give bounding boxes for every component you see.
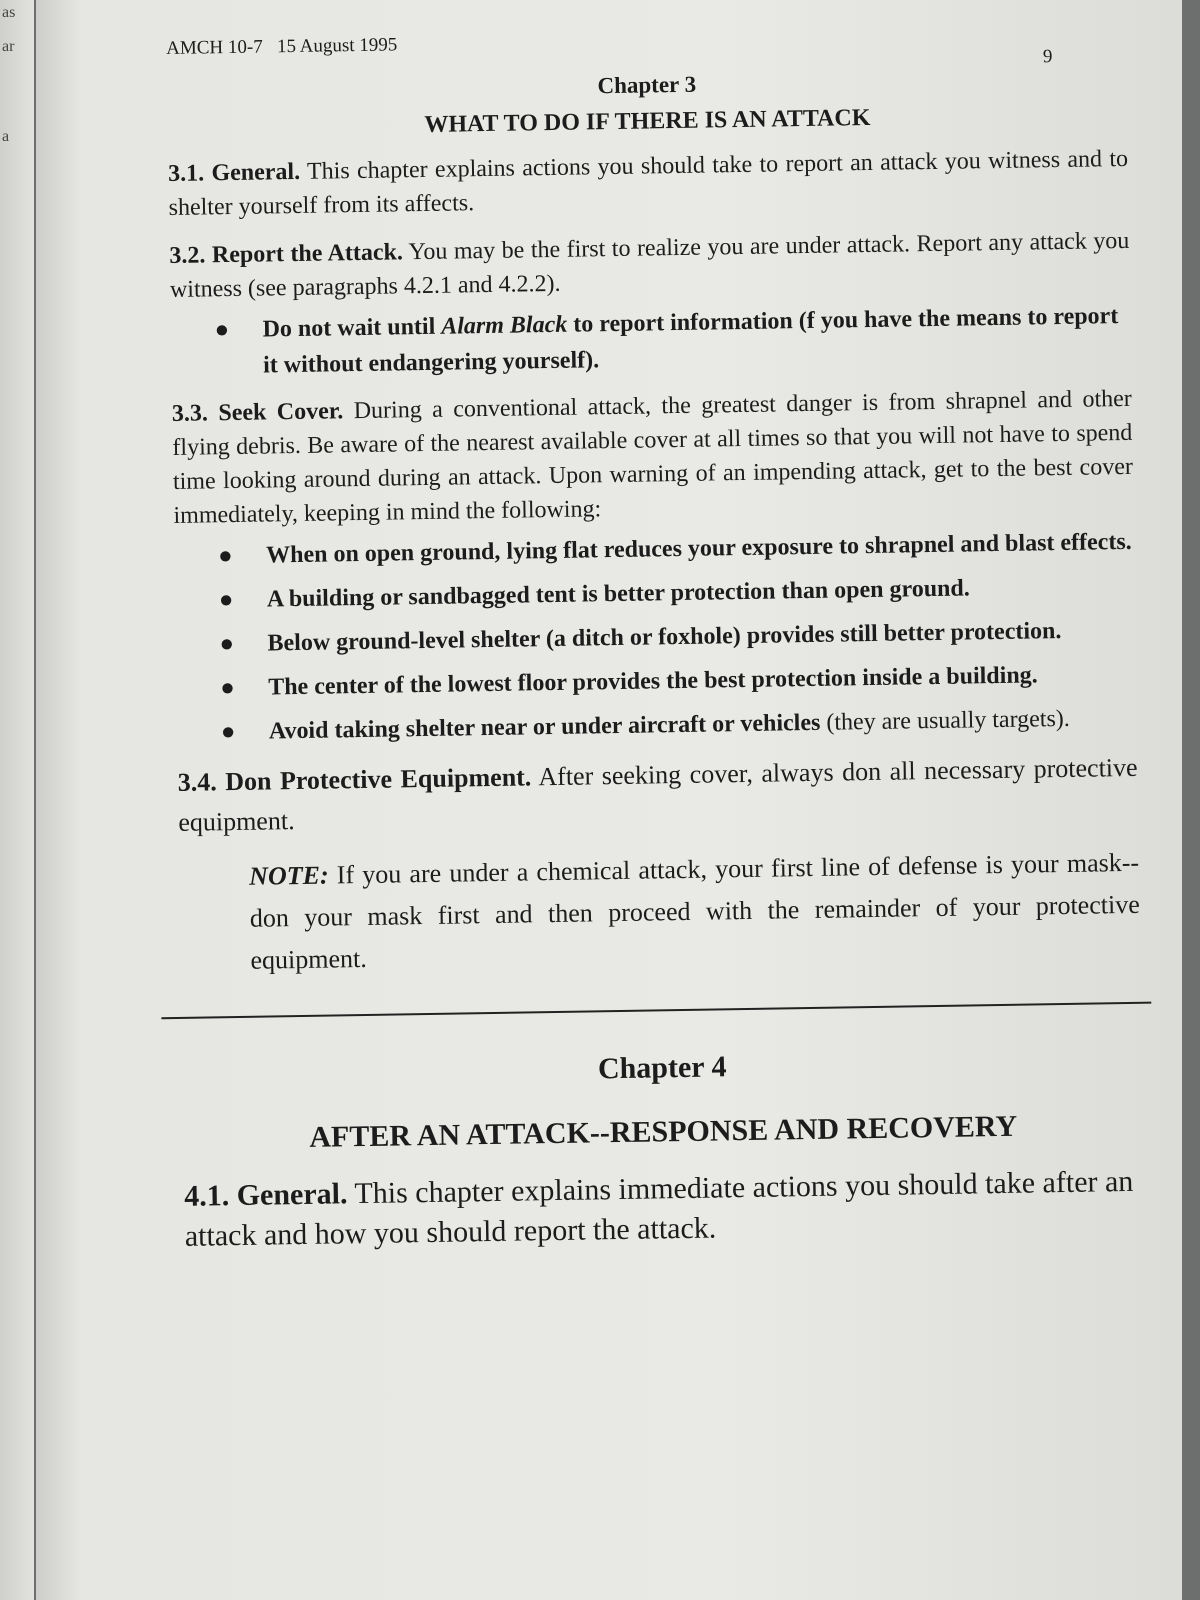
bullet-icon: ● [217, 543, 233, 570]
section-3-2-text: You may be the first to realize you are under attack. Report any attack you witness (see paragraphs 4.2.1 and 4.2.2). [169, 227, 1130, 303]
bullet-icon: ● [219, 631, 235, 658]
section-3-3-bullets [174, 524, 1137, 751]
chapter-3-heading: Chapter 3 [597, 71, 697, 99]
section-3-3-text: During a conventional attack, the greatest danger is from shrapnel and other flying debris. Be aware of the nearest available cover at all times so that you will not have to spend time looking around during an attack. Upon warning of an impending attack, get to the best cover immediately, keeping in mind the following: [172, 385, 1134, 529]
note-label: NOTE: [248, 860, 329, 891]
page-number: 9 [1042, 46, 1053, 68]
note-text: If you are under a chemical attack, your first line of defense is your mask--don your mask first and then proceed with the remainder of your protective equipment. [249, 847, 1140, 975]
margin-fragment: as [2, 4, 16, 21]
list-item: ● When on open ground, lying flat reduces your exposure to shrapnel and blast effects. [174, 524, 1134, 575]
list-item: ● A building or sandbagged tent is better protection than open ground. [175, 568, 1135, 619]
section-3-1-text: This chapter explains actions you should take to report an attack you witness and to shelter yourself from its affects. [168, 145, 1129, 221]
doc-identifier: AMCH 10-7 15 August 1995 [166, 34, 398, 59]
section-4-1 [184, 1162, 1145, 1257]
margin-fragment: a [2, 128, 10, 145]
chapter-4-title: AFTER AN ATTACK--RESPONSE AND RECOVERY [309, 1109, 1018, 1154]
section-3-1 [168, 142, 1129, 225]
section-3-4-text: After seeking cover, always don all necessary protective equipment. [178, 752, 1138, 837]
bullet-icon: ● [218, 587, 234, 614]
alarm-black-emphasis: Alarm Black [441, 311, 568, 340]
bullet-icon: ● [220, 675, 235, 702]
section-3-2-bullets [170, 298, 1131, 385]
list-item: ● The center of the lowest floor provides the best protection inside a building. [176, 656, 1136, 707]
page-content [166, 23, 1145, 1257]
section-3-2-label: 3.2. Report the Attack. [169, 239, 404, 269]
chapter-3-title: WHAT TO DO IF THERE IS AN ATTACK [424, 104, 871, 138]
list-item: ● Do not wait until Alarm Black to report information (f you have the means to report it without endangering yourself). [214, 303, 1119, 379]
section-3-4-label: 3.4. Don Protective Equipment. [177, 762, 532, 797]
section-3-3-label: 3.3. Seek Cover. [171, 398, 344, 427]
section-4-1-label: 4.1. General. [183, 1177, 348, 1213]
section-3-4 [177, 748, 1138, 843]
section-3-2 [169, 224, 1130, 307]
list-item: ● Below ground-level shelter (a ditch or foxhole) provides still better protection. [175, 612, 1135, 663]
document-page [36, 0, 1182, 1600]
margin-fragment: ar [2, 38, 15, 55]
note-block [249, 842, 1141, 982]
section-divider [161, 1002, 1151, 1020]
list-item: ● Avoid taking shelter near or under aircraft or vehicles (they are usually targets). [177, 700, 1137, 751]
bullet-icon: ● [220, 718, 236, 746]
chapter-4-heading: Chapter 4 [597, 1050, 727, 1086]
section-4-1-text: This chapter explains immediate actions you should take after an attack and how you should report the attack. [184, 1164, 1134, 1253]
section-3-1-label: 3.1. General. [167, 158, 301, 187]
section-3-3 [172, 382, 1134, 533]
bullet-icon: ● [214, 317, 230, 344]
adjacent-page-edge [0, 0, 34, 1600]
